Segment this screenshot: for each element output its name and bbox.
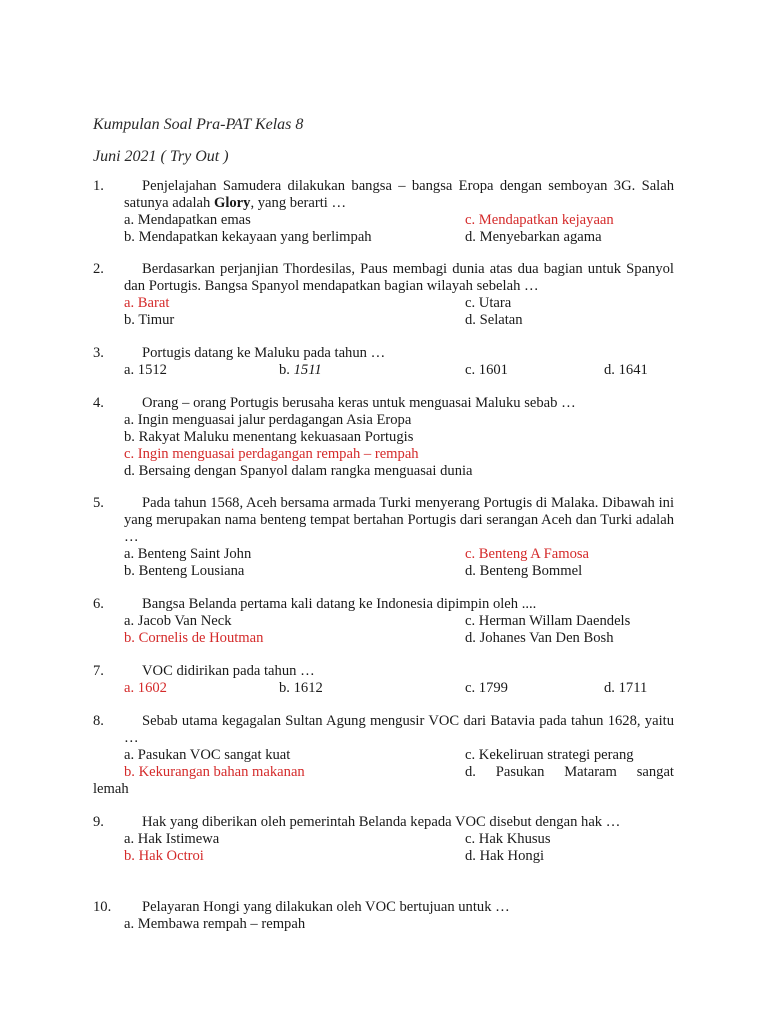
option-c: c. Utara [465,295,512,311]
option-a-answer: a. 1602 [124,680,167,696]
option-d: d. Menyebarkan agama [465,229,602,245]
option-c: c. 1799 [465,680,508,696]
question-number: 2. [93,261,104,277]
option-c: c. Kekeliruan strategi perang [465,747,634,763]
option-a-answer: a. Barat [124,295,170,311]
question-9 [93,814,674,865]
option-c-answer: c. Ingin menguasai perdagangan rempah – rempah [124,446,419,462]
document-title: Kumpulan Soal Pra-PAT Kelas 8 [93,116,304,133]
option-b-answer: b. Hak Octroi [124,848,204,864]
option-b-answer: b. Kekurangan bahan makanan [124,764,305,780]
option-a: a. Mendapatkan emas [124,212,251,228]
option-c-answer: c. Benteng A Famosa [465,546,590,562]
question-7 [93,663,674,697]
question-stem: Penjelajahan Samudera dilakukan bangsa – bangsa Eropa dengan semboyan 3G. Salah satunya adalah Glory, yang berarti … [124,178,674,211]
option-b: b. 1511 [279,362,322,378]
question-1 [93,178,674,246]
option-d: d. 1711 [604,680,648,696]
question-number: 8. [93,713,104,729]
option-c: c. 1601 [465,362,508,378]
option-a: a. 1512 [124,362,167,378]
question-stem: Portugis datang ke Maluku pada tahun … [142,345,386,361]
question-number: 10. [93,899,112,915]
question-stem: Pelayaran Hongi yang dilakukan oleh VOC bertujuan untuk … [142,899,510,915]
question-6 [93,596,674,647]
question-8 [93,713,674,798]
option-c: c. Herman Willam Daendels [465,613,631,629]
option-d-continuation: lemah [93,781,129,797]
option-a: a. Pasukan VOC sangat kuat [124,747,291,763]
question-number: 6. [93,596,104,612]
option-b: b. Rakyat Maluku menentang kekuasaan Portugis [124,429,414,445]
option-a: a. Benteng Saint John [124,546,252,562]
question-number: 4. [93,395,104,411]
option-d: d. Pasukan Mataram sangat [465,764,674,780]
question-3 [93,345,674,379]
question-stem: VOC didirikan pada tahun … [142,663,315,679]
option-b: b. 1612 [279,680,323,696]
question-number: 1. [93,178,104,194]
option-d: d. Johanes Van Den Bosh [465,630,614,646]
option-d: d. Benteng Bommel [465,563,583,579]
keyword-glory: Glory [213,195,251,211]
option-b: b. Mendapatkan kekayaan yang berlimpah [124,229,372,245]
question-stem: Orang – orang Portugis berusaha keras untuk menguasai Maluku sebab … [142,395,576,411]
option-d: d. Hak Hongi [465,848,545,864]
option-b-answer: b. Cornelis de Houtman [124,630,264,646]
question-10 [93,899,674,933]
question-number: 9. [93,814,104,830]
question-number: 3. [93,345,104,361]
option-d: d. 1641 [604,362,648,378]
option-a: a. Jacob Van Neck [124,613,232,629]
question-stem: Berdasarkan perjanjian Thordesilas, Paus membagi dunia atas dua bagian untuk Spanyol dan Portugis. Bangsa Spanyol mendapatkan bagian wilayah sebelah … [124,261,674,294]
question-2 [93,261,674,329]
option-a: a. Hak Istimewa [124,831,220,847]
question-stem: Bangsa Belanda pertama kali datang ke Indonesia dipimpin oleh .... [142,596,537,612]
question-number: 7. [93,663,104,679]
question-stem: Sebab utama kegagalan Sultan Agung mengusir VOC dari Batavia pada tahun 1628, yaitu … [124,713,674,746]
question-4 [93,395,674,480]
question-stem: Hak yang diberikan oleh pemerintah Belanda kepada VOC disebut dengan hak … [142,814,621,830]
option-c-answer: c. Mendapatkan kejayaan [465,212,614,228]
option-a: a. Ingin menguasai jalur perdagangan Asia Eropa [124,412,412,428]
option-c: c. Hak Khusus [465,831,551,847]
option-a: a. Membawa rempah – rempah [124,916,306,932]
document-subtitle: Juni 2021 ( Try Out ) [93,148,229,165]
option-d: d. Selatan [465,312,523,328]
option-b: b. Benteng Lousiana [124,563,245,579]
question-number: 5. [93,495,104,511]
question-stem: Pada tahun 1568, Aceh bersama armada Turki menyerang Portugis di Malaka. Dibawah ini yang merupakan nama benteng tempat bertahan Portugis dari serangan Aceh dan Turki adalah … [124,495,674,545]
option-d: d. Bersaing dengan Spanyol dalam rangka menguasai dunia [124,463,473,479]
option-b: b. Timur [124,312,175,328]
question-5 [93,495,674,580]
